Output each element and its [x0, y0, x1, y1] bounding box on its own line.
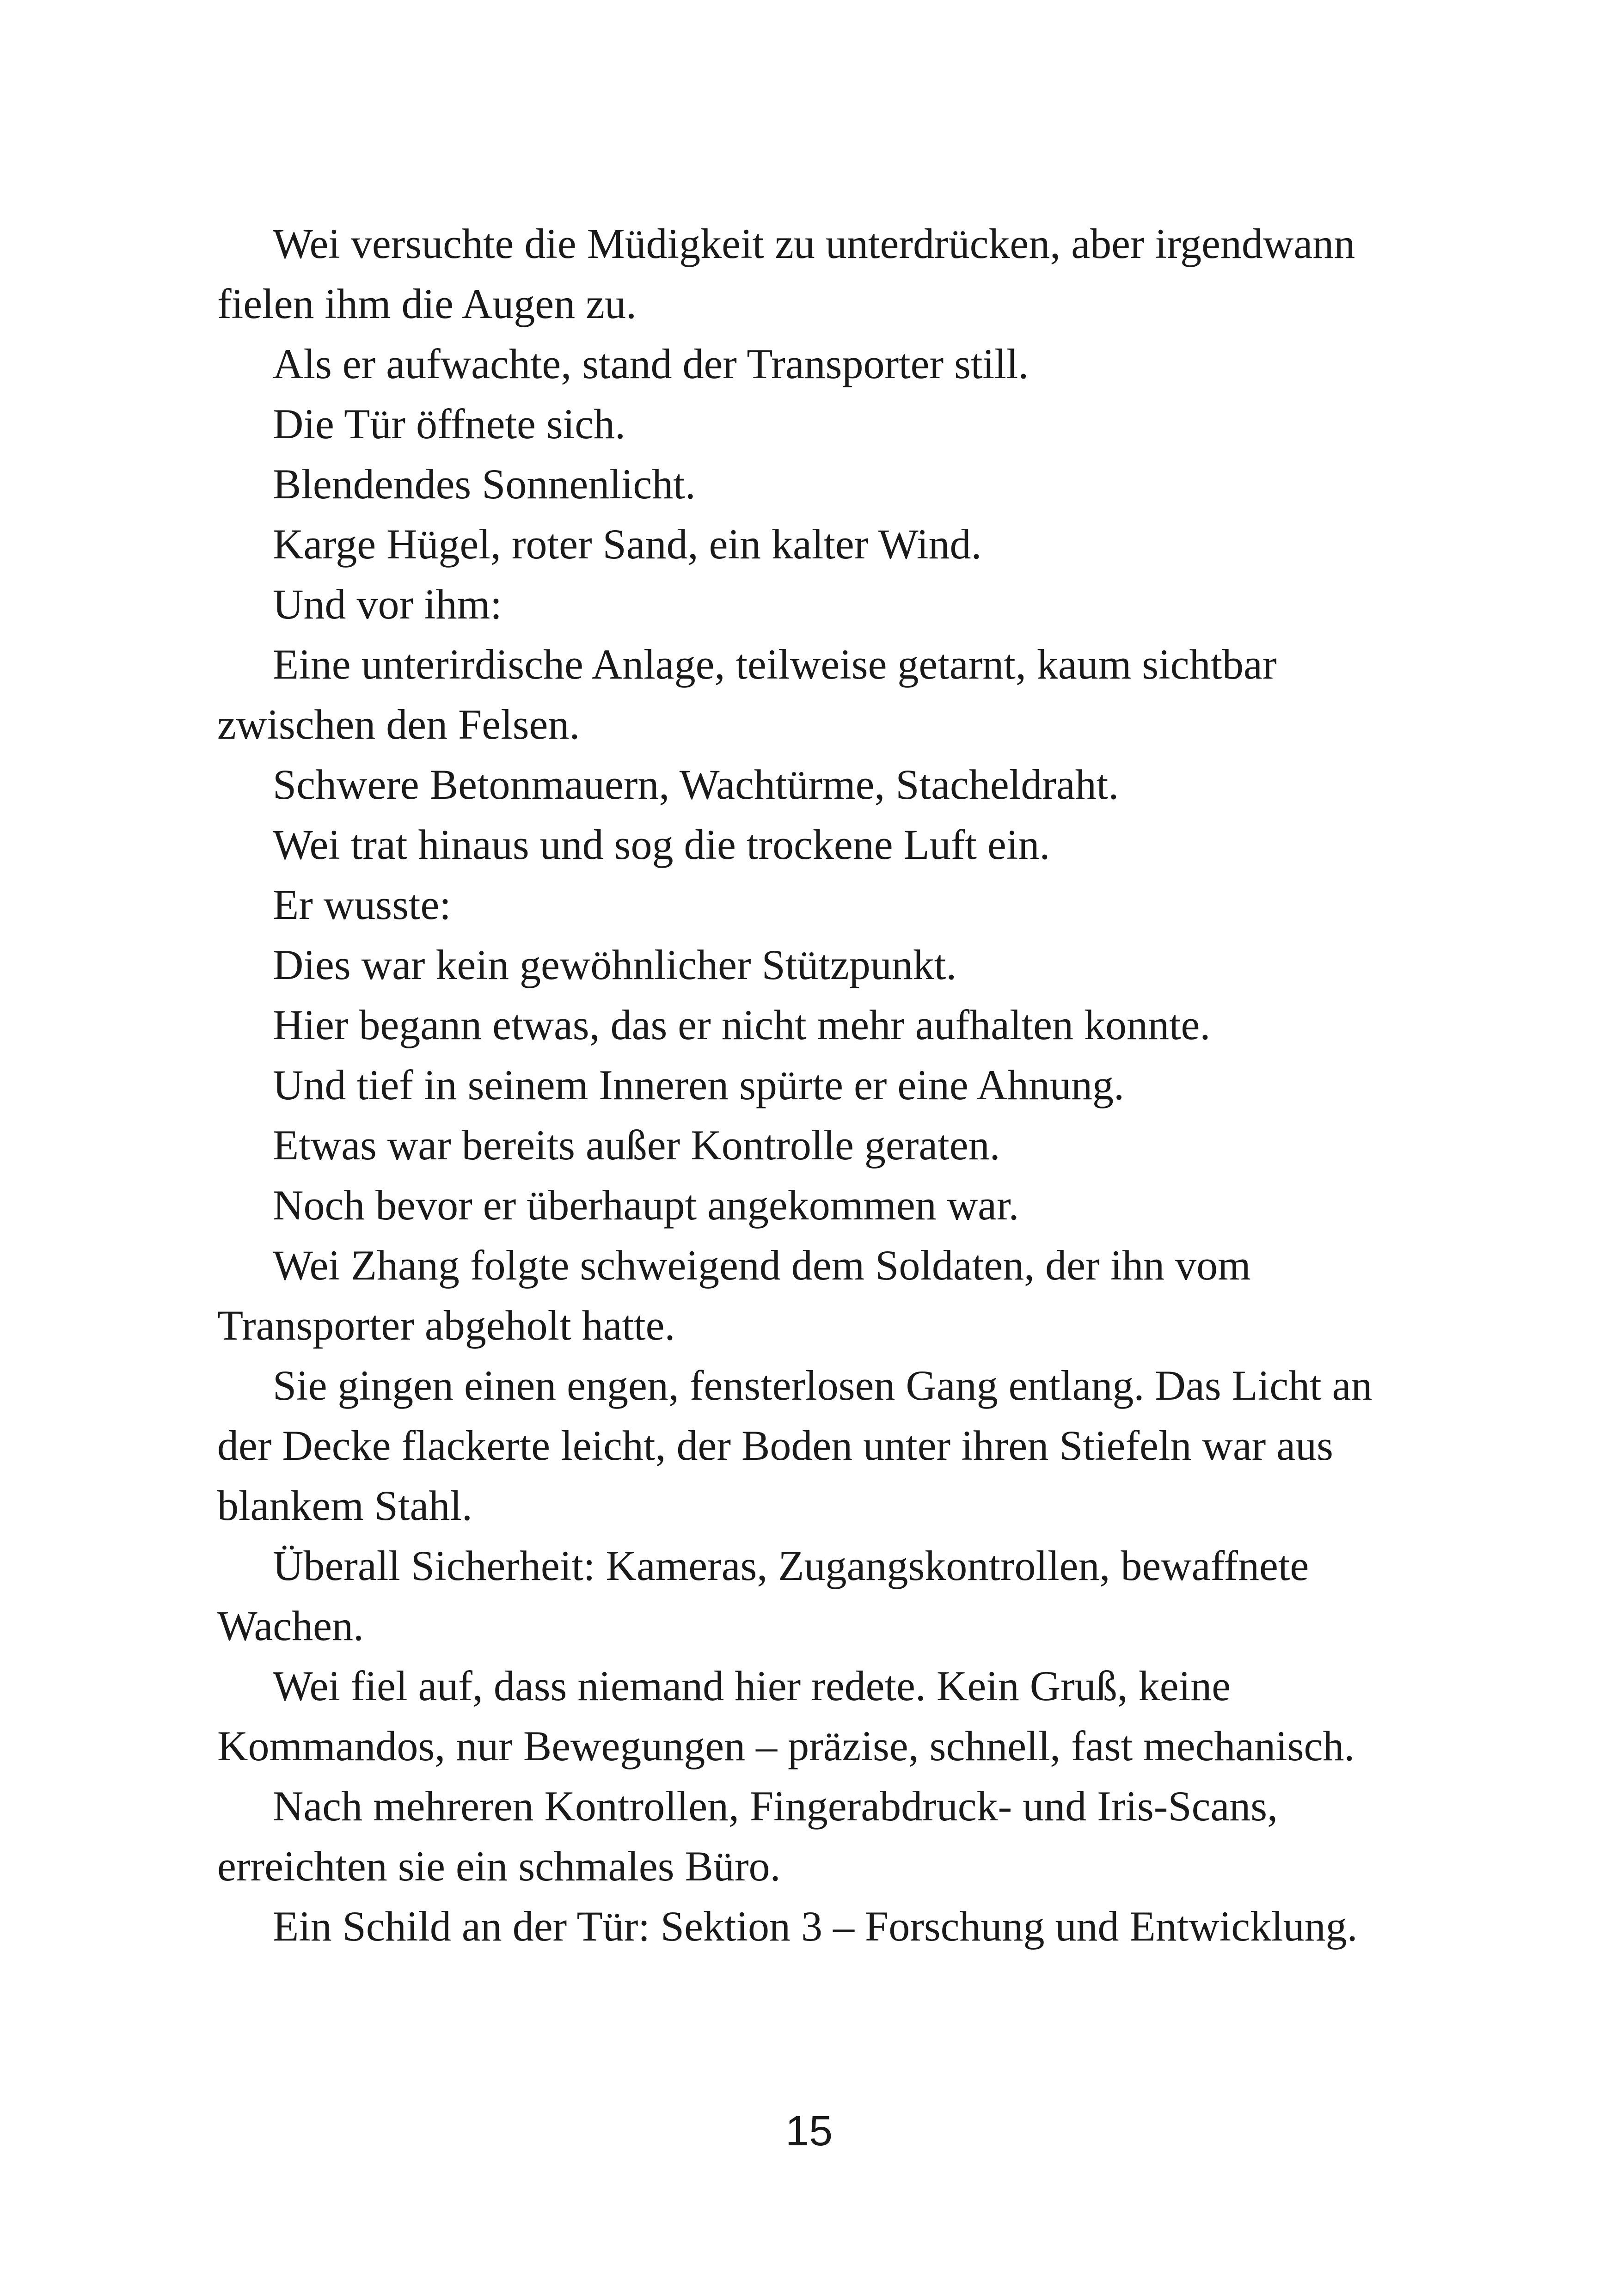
paragraph: Wei Zhang folgte schweigend dem Soldaten, der ihn vom Transporter abgeholt hatte. [217, 1242, 1251, 1349]
paragraph: Nach mehreren Kontrollen, Fingerabdruck- und Iris-Scans, erreichten sie ein schmales Büro. [217, 1782, 1278, 1890]
paragraph: Und vor ihm: [273, 581, 502, 628]
paragraph: Als er aufwachte, stand der Transporter still. [273, 340, 1029, 387]
paragraph: Er wusste: [273, 881, 451, 928]
paragraph: Hier begann etwas, das er nicht mehr aufhalten konnte. [273, 1001, 1211, 1048]
paragraph: Wei fiel auf, dass niemand hier redete. Kein Gruß, keine Kommandos, nur Bewegungen – präzise, schnell, fast mechanisch. [217, 1662, 1355, 1769]
paragraph: Und tief in seinem Inneren spürte er eine Ahnung. [273, 1061, 1125, 1108]
paragraph: Karge Hügel, roter Sand, ein kalter Wind. [273, 520, 982, 568]
paragraph: Ein Schild an der Tür: Sektion 3 – Forschung und Entwicklung. [273, 1903, 1358, 1950]
paragraph: Die Tür öffnete sich. [273, 400, 626, 447]
paragraph: Sie gingen einen engen, fensterlosen Gang entlang. Das Licht an der Decke flackerte leicht, der Boden unter ihren Stiefeln war aus blankem Stahl. [217, 1362, 1373, 1529]
page-number: 15 [785, 2107, 833, 2155]
paragraph: Wei trat hinaus und sog die trockene Luft ein. [273, 821, 1050, 868]
body-text [217, 214, 1391, 1956]
paragraph: Überall Sicherheit: Kameras, Zugangskontrollen, bewaffnete Wachen. [217, 1542, 1309, 1649]
paragraph: Etwas war bereits außer Kontrolle geraten. [273, 1121, 1000, 1169]
paragraph: Blendendes Sonnenlicht. [273, 460, 696, 508]
paragraph: Wei versuchte die Müdigkeit zu unterdrücken, aber irgendwann fielen ihm die Augen zu. [217, 220, 1355, 327]
paragraph: Schwere Betonmauern, Wachtürme, Stacheldraht. [273, 761, 1119, 808]
paragraph: Noch bevor er überhaupt angekommen war. [273, 1182, 1019, 1229]
paragraph: Eine unterirdische Anlage, teilweise getarnt, kaum sichtbar zwischen den Felsen. [217, 641, 1277, 748]
paragraph: Dies war kein gewöhnlicher Stützpunkt. [273, 941, 957, 988]
